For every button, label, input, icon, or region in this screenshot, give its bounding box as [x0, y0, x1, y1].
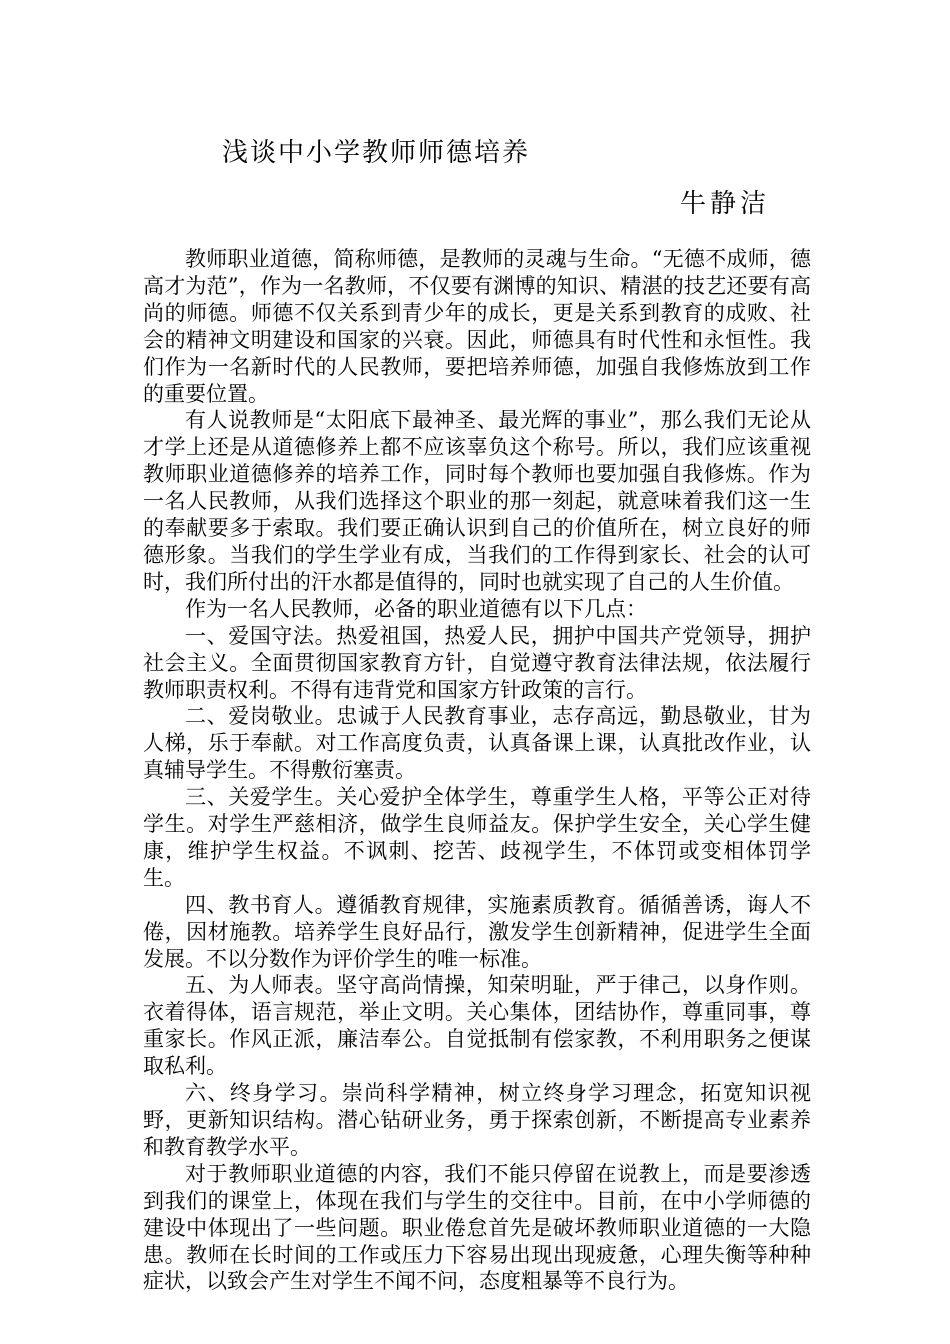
paragraph-title-honor: 有人说教师是“太阳底下最神圣、最光辉的事业”，那么我们无论从才学上还是从道德修养上都不应该辜负这个称号。所以，我们应该重视教师职业道德修养的培养工作，同时每个教师也要加强自我修炼。作为一名人民教师，从我们选择这个职业的那一刻起，就意味着我们这一生的奉献要多于索取。我们要正确认识到自己的价值所在，树立良好的师德形象。当我们的学生学业有成，当我们的工作得到家长、社会的认可时，我们所付出的汗水都是值得的，同时也就实现了自己的人生价值。 [143, 408, 811, 594]
paragraph-item-1: 一、爱国守法。热爱祖国，热爱人民，拥护中国共产党领导，拥护社会主义。全面贯彻国家教育方针，自觉遵守教育法律法规，依法履行教师职责权利。不得有违背党和国家方针政策的言行。 [143, 623, 811, 702]
paragraph-list-intro: 作为一名人民教师，必备的职业道德有以下几点： [185, 596, 647, 621]
paragraph-item-5: 五、为人师表。坚守高尚情操，知荣明耻，严于律己，以身作则。衣着得体，语言规范，举止文明。关心集体，团结协作，尊重同事，尊重家长。作风正派，廉洁奉公。自觉抵制有偿家教，不利用职务之便谋取私利。 [143, 973, 811, 1079]
paragraph-intro: 教师职业道德，简称师德，是教师的灵魂与生命。“无德不成师，德高才为范”，作为一名教师，不仅要有渊博的知识、精湛的技艺还要有高尚的师德。师德不仅关系到青少年的成长，更是关系到教育的成败、社会的精神文明建设和国家的兴衰。因此，师德具有时代性和永恒性。我们作为一名新时代的人民教师，要把培养师德，加强自我修炼放到工作的重要位置。 [143, 247, 811, 406]
paragraph-item-3: 三、关爱学生。关心爱护全体学生，尊重学生人格，平等公正对待学生。对学生严慈相济，做学生良师益友。保护学生安全，关心学生健康，维护学生权益。不讽刺、挖苦、歧视学生，不体罚或变相体罚学生。 [143, 785, 811, 890]
paragraph-item-6: 六、终身学习。崇尚科学精神，树立终身学习理念，拓宽知识视野，更新知识结构。潜心钻研业务，勇于探索创新，不断提高专业素养和教育教学水平。 [143, 1081, 811, 1159]
document-title: 浅谈中小学教师师德培养 [222, 138, 531, 168]
document-body [143, 246, 811, 1295]
paragraph-item-2: 二、爱岗敬业。忠诚于人民教育事业，志存高远，勤恳敬业，甘为人梯，乐于奉献。对工作高度负责，认真备课上课，认真批改作业，认真辅导学生。不得敷衍塞责。 [143, 704, 811, 783]
paragraph-problems: 对于教师职业道德的内容，我们不能只停留在说教上，而是要渗透到我们的课堂上，体现在我们与学生的交往中。目前，在中小学师德的建设中体现出了一些问题。职业倦怠首先是破坏教师职业道德的一大隐患。教师在长时间的工作或压力下容易出现出现疲惫，心理失衡等种种症状，以致会产生对学生不闻不问，态度粗暴等不良行为。 [143, 1161, 811, 1294]
document-author: 牛静洁 [680, 189, 771, 219]
paragraph-item-4: 四、教书育人。遵循教育规律，实施素质教育。循循善诱，诲人不倦，因材施教。培养学生良好品行，激发学生创新精神，促进学生全面发展。不以分数作为评价学生的唯一标准。 [143, 892, 811, 971]
